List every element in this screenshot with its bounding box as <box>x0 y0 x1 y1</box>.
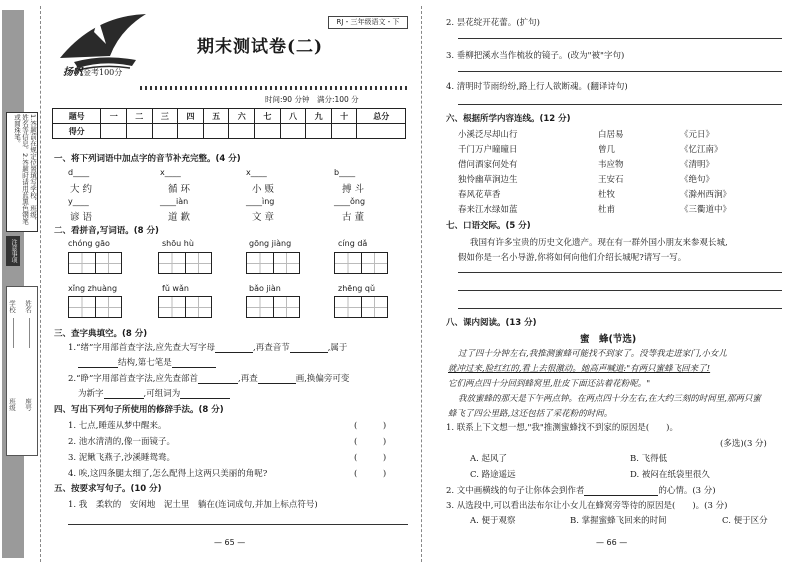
writing-grid[interactable] <box>334 296 388 318</box>
seat-field-label: 座号 <box>24 398 32 411</box>
score-cell[interactable] <box>203 124 229 139</box>
option[interactable]: D. 被闷在纸袋里很久 <box>630 470 710 480</box>
class-field-label: 班级 <box>8 398 16 411</box>
writing-grid[interactable] <box>246 252 300 274</box>
passage-line: 过了四十分钟左右,我推测蜜蜂可能找不到家了。没等我走进家门,小女儿 <box>458 349 727 359</box>
option[interactable]: B. 飞得低 <box>630 454 668 464</box>
option[interactable]: B. 掌握蜜蜂飞回来的时间 <box>570 516 667 526</box>
poem-line[interactable]: 千门万户曈曈日 <box>458 145 518 155</box>
answer-parens[interactable]: ( ) <box>354 421 387 431</box>
word: 谚 语 <box>70 212 93 223</box>
score-entry-row <box>53 124 406 139</box>
question-8-3: 3. 从选段中,可以看出法布尔让小女儿在蜂窝旁等待的原因是( )。(3 分) <box>446 501 728 511</box>
pinyin-blank[interactable]: y____ <box>68 197 89 206</box>
header-cell: 二 <box>127 109 153 124</box>
section-5-title: 五、按要求写句子。(10 分) <box>54 484 162 494</box>
score-cell[interactable] <box>255 124 281 139</box>
header-cell: 一 <box>101 109 127 124</box>
pinyin-blank[interactable]: ____ìng <box>246 197 275 206</box>
poet-name[interactable]: 王安石 <box>598 175 624 185</box>
section-8-title: 八、课内阅读。(13 分) <box>446 318 537 328</box>
page-number-left: — 65 — <box>214 538 246 547</box>
pinyin-blank[interactable]: x____ <box>160 168 181 177</box>
score-table <box>52 108 406 139</box>
question-8-1-note: (多选)(3 分) <box>720 439 767 449</box>
answer-blank[interactable] <box>198 375 238 384</box>
question-8-1: 1. 联系上下文想一想,"我"推测蜜蜂找不到家的原因是( )。 <box>446 423 678 433</box>
name-field-line[interactable] <box>29 318 30 348</box>
passage-title: 蜜 蜂(节选) <box>580 334 637 345</box>
answer-parens[interactable]: ( ) <box>354 453 387 463</box>
binding-strip-bar <box>2 10 24 558</box>
poem-line[interactable]: 春来江水绿如蓝 <box>458 205 518 215</box>
series-tag: RJ・三年级语文・下 <box>328 16 408 29</box>
poet-name[interactable]: 曾几 <box>598 145 616 155</box>
poem-line[interactable]: 独怜幽草涧边生 <box>458 175 518 185</box>
writing-grid[interactable] <box>68 296 122 318</box>
score-cell[interactable] <box>178 124 204 139</box>
score-header-row <box>53 109 406 124</box>
answer-line[interactable] <box>458 272 782 273</box>
option[interactable]: C. 便于区分 <box>722 516 768 526</box>
time-score-info: 时间:90 分钟 满分:100 分 <box>265 95 359 104</box>
pinyin-blank[interactable]: x____ <box>246 168 267 177</box>
pinyin-prompt: zhēng qǔ <box>338 284 376 293</box>
answer-line[interactable] <box>458 71 782 72</box>
score-cell[interactable] <box>306 124 332 139</box>
word: 古 董 <box>342 212 365 223</box>
pinyin-blank[interactable]: d____ <box>68 168 90 177</box>
section-6-title: 六、根据所学内容连线。(12 分) <box>446 114 571 124</box>
page-title: 期末测试卷(二) <box>196 37 324 57</box>
question-4-item: 1. 七点,睡莲从梦中醒来。 <box>68 421 167 431</box>
section-7-title: 七、口语交际。(5 分) <box>446 221 531 231</box>
prompt-text: 假如你是一名小导游,你将如何向他们介绍长城呢?请写一写。 <box>458 253 687 263</box>
question-5-3: 3. 垂柳把溪水当作梳妆的镜子。(改为"被"字句) <box>446 51 625 61</box>
section-3-title: 三、查字典填空。(8 分) <box>54 329 148 339</box>
poem-title[interactable]: 《滁州西涧》 <box>680 190 732 200</box>
notice-text: 1.答题前在规定位置填写学校、班级、姓名等信息。2.答题时请用蓝黑色钢笔或圆珠笔。 <box>13 114 37 225</box>
dotted-divider <box>140 86 408 90</box>
question-5-1: 1. 我 柔软的 安闲地 泥土里 躺在(连词成句,并加上标点符号) <box>68 500 318 510</box>
header-cell: 七 <box>255 109 281 124</box>
question-3-1: 1.“绪”字用部首查字法,应先查大写字母 ,再查音节 ,属于 <box>68 343 348 353</box>
answer-blank[interactable] <box>104 390 144 399</box>
question-5-4: 4. 清明时节雨纷纷,路上行人欲断魂。(翻译诗句) <box>446 82 628 92</box>
writing-grid[interactable] <box>246 296 300 318</box>
header-cell: 十 <box>331 109 357 124</box>
pinyin-prompt: bǎo jiàn <box>249 284 281 293</box>
word: 道 歉 <box>168 212 191 223</box>
question-4-item: 3. 泥鳅飞燕子,沙溪睡鸳鸯。 <box>68 453 176 463</box>
pinyin-blank[interactable]: b____ <box>334 168 356 177</box>
option[interactable]: C. 路途遥远 <box>470 470 516 480</box>
score-cell[interactable] <box>331 124 357 139</box>
option[interactable]: A. 起风了 <box>470 454 508 464</box>
poet-name[interactable]: 杜甫 <box>598 205 616 215</box>
header-cell: 四 <box>178 109 204 124</box>
prompt-text: 我国有许多宝贵的历史文化遗产。现在有一群外国小朋友来参观长城, <box>470 238 728 248</box>
school-field-line[interactable] <box>13 318 14 348</box>
answer-blank[interactable] <box>172 359 216 368</box>
question-4-item: 4. 唉,这四条腿太细了,怎么配得上这两只美丽的角呢? <box>68 469 268 479</box>
passage-line: 我放蜜蜂的那天是下午两点钟。在两点四十分左右,在大约三刻的时间里,那两只蜜 <box>458 394 761 404</box>
answer-blank[interactable] <box>584 487 658 496</box>
pinyin-prompt: xǐng zhuàng <box>68 284 118 293</box>
passage-line: 它们两点四十分回到蜂窝里,肚皮下面还沾着花粉呢。" <box>448 379 651 389</box>
section-4-title: 四、写出下列句子所使用的修辞手法。(8 分) <box>54 405 224 415</box>
answer-blank[interactable] <box>258 375 296 384</box>
word: 小 贩 <box>252 184 275 195</box>
score-cell[interactable] <box>152 124 178 139</box>
header-cell: 总分 <box>357 109 406 124</box>
pinyin-prompt: cíng dǎ <box>338 239 368 248</box>
header-cell: 题号 <box>53 109 101 124</box>
answer-blank[interactable] <box>290 344 328 353</box>
score-cell[interactable] <box>280 124 306 139</box>
section-1-title: 一、将下列词语中加点字的音节补充完整。(4 分) <box>54 154 241 164</box>
answer-blank[interactable] <box>78 359 118 368</box>
score-cell[interactable] <box>357 124 406 139</box>
writing-grid[interactable] <box>334 252 388 274</box>
row-label: 得分 <box>53 124 101 139</box>
word: 搏 斗 <box>342 184 365 195</box>
header-cell: 六 <box>229 109 255 124</box>
writing-grid[interactable] <box>158 296 212 318</box>
page-divider <box>421 6 422 562</box>
pinyin-prompt: gōng jiàng <box>249 239 292 248</box>
score-cell[interactable] <box>229 124 255 139</box>
answer-line[interactable] <box>68 524 408 525</box>
header-cell: 九 <box>306 109 332 124</box>
writing-grid[interactable] <box>68 252 122 274</box>
header-cell: 三 <box>152 109 178 124</box>
score-cell[interactable] <box>127 124 153 139</box>
answer-line[interactable] <box>458 290 782 291</box>
pinyin-blank[interactable]: ____ǒng <box>334 197 366 206</box>
question-3-2: 2.“睁”字用部首查字法,应先查部首 ,再查 画,换偏旁可变 <box>68 374 350 384</box>
pinyin-prompt: shōu hù <box>162 239 194 248</box>
poem-title[interactable]: 《清明》 <box>680 160 715 170</box>
question-3-2-cont: 为新字 ,可组词为 <box>78 387 230 399</box>
school-field-label: 学校 <box>8 300 16 313</box>
notice-badge: 注意事项 <box>6 236 20 266</box>
poem-line[interactable]: 借问酒家何处有 <box>458 160 518 170</box>
word: 文 章 <box>252 212 275 223</box>
question-8-2: 2. 文中画横线的句子让你体会到作者 的心情。(3 分) <box>446 486 716 496</box>
pinyin-blank[interactable]: ____iàn <box>160 197 189 206</box>
answer-parens[interactable]: ( ) <box>354 437 387 447</box>
answer-line[interactable] <box>458 308 782 309</box>
answer-line[interactable] <box>458 104 782 105</box>
poem-title[interactable]: 《忆江南》 <box>680 145 723 155</box>
poet-name[interactable]: 杜牧 <box>598 190 616 200</box>
section-2-title: 二、看拼音,写词语。(8 分) <box>54 226 159 236</box>
word: 循 环 <box>168 184 191 195</box>
poem-line[interactable]: 春风花草香 <box>458 190 501 200</box>
answer-parens[interactable]: ( ) <box>354 469 387 479</box>
answer-blank[interactable] <box>180 390 230 399</box>
poet-name[interactable]: 白居易 <box>598 130 624 140</box>
option[interactable]: A. 便于观察 <box>470 516 516 526</box>
question-5-2: 2. 昙花绽开花蕾。(扩句) <box>446 18 540 28</box>
writing-grid[interactable] <box>158 252 212 274</box>
poet-name[interactable]: 韦应物 <box>598 160 624 170</box>
name-field-label: 姓名 <box>24 300 32 313</box>
question-4-item: 2. 池水清清的,像一面镜子。 <box>68 437 176 447</box>
score-cell[interactable] <box>101 124 127 139</box>
brand-logo-text: 扬帆金考100分 <box>63 67 123 78</box>
answer-line[interactable] <box>458 38 782 39</box>
poem-title[interactable]: 《绝句》 <box>680 175 715 185</box>
header-cell: 五 <box>203 109 229 124</box>
pinyin-prompt: chóng gāo <box>68 239 110 248</box>
poem-title[interactable]: 《三衢道中》 <box>680 205 732 215</box>
answer-blank[interactable] <box>215 344 253 353</box>
pinyin-prompt: fǔ wǎn <box>162 284 189 293</box>
question-3-1-cont: 结构,第七笔是 <box>78 356 216 368</box>
poem-line[interactable]: 小溪泛尽却山行 <box>458 130 518 140</box>
cut-line <box>40 6 41 562</box>
passage-line-underlined: 就冲过来,脸红红的,看上去很激动。她高声喊道:"有两只蜜蜂飞回来了! <box>448 364 711 374</box>
passage-line: 蜂飞了四公里路,这还包括了采花粉的时间。 <box>448 409 613 419</box>
page-number-right: — 66 — <box>596 538 628 547</box>
word: 大 约 <box>70 184 93 195</box>
poem-title[interactable]: 《元日》 <box>680 130 715 140</box>
header-cell: 八 <box>280 109 306 124</box>
